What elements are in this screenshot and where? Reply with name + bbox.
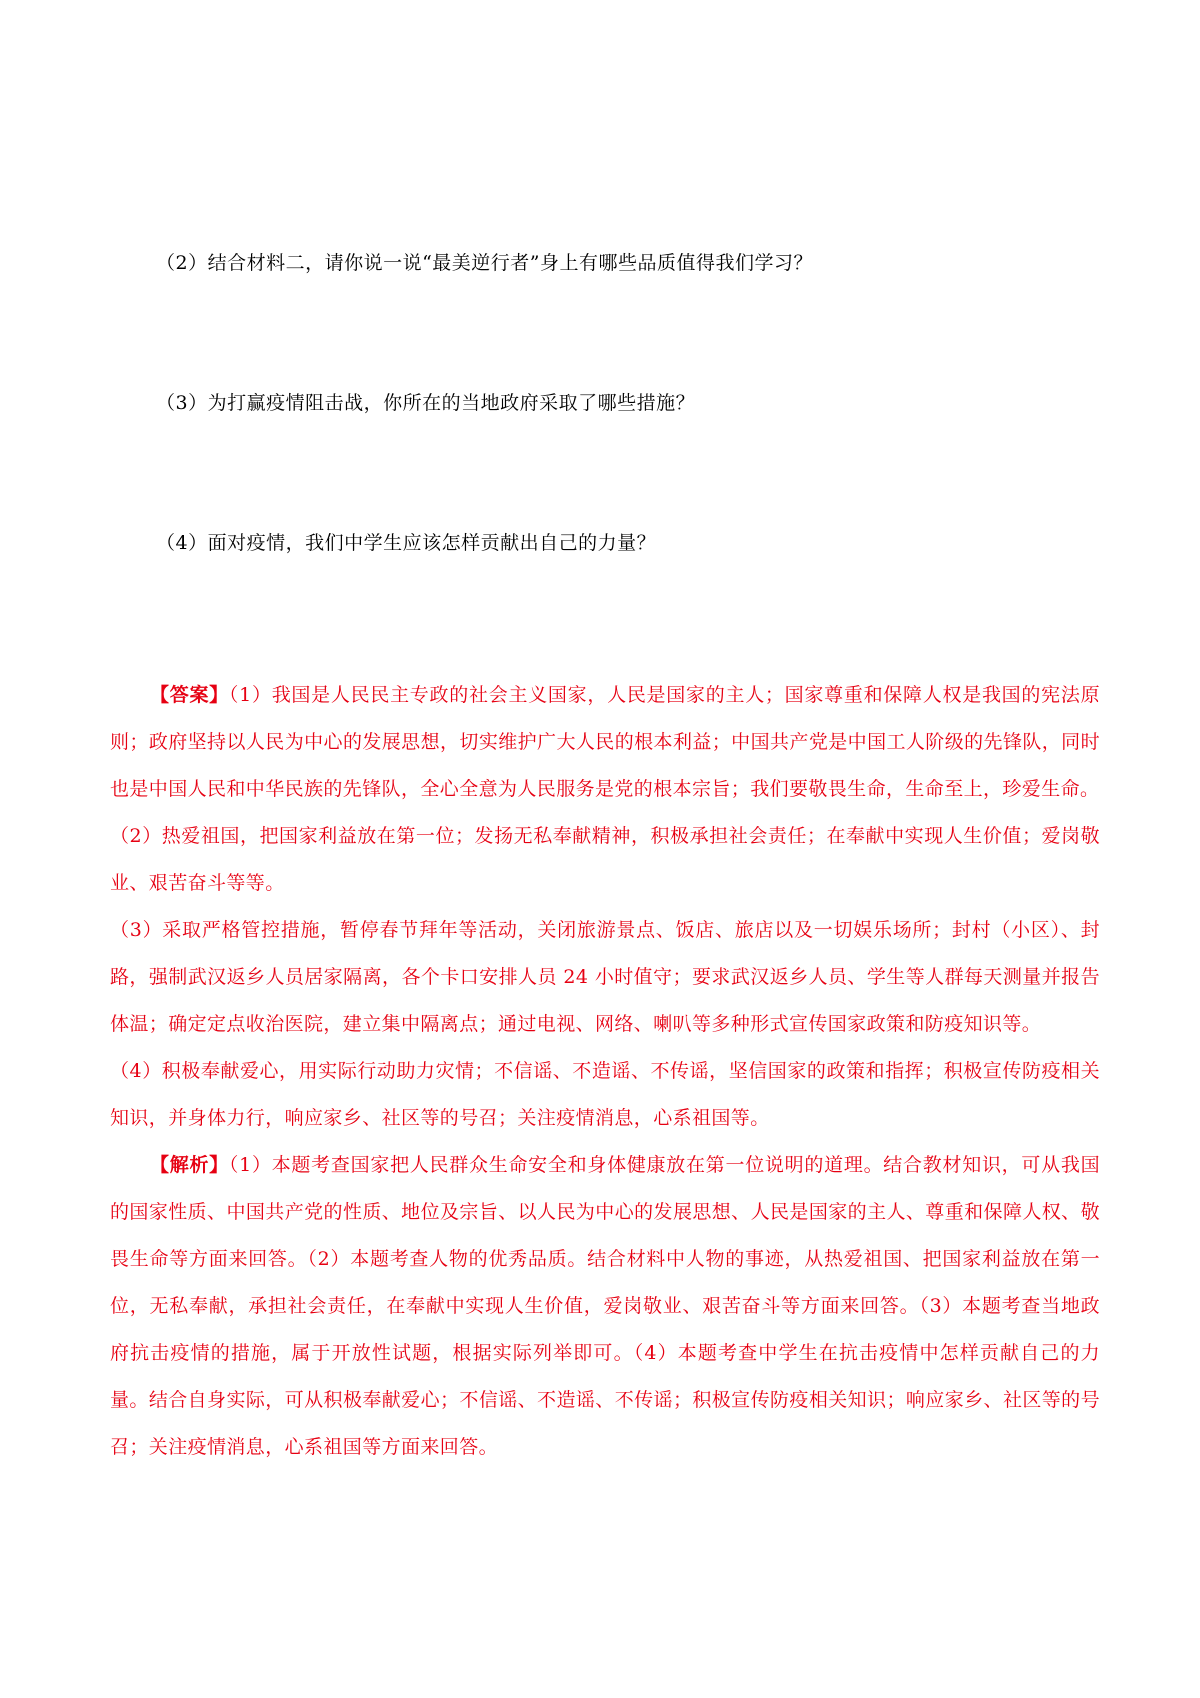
answer-part-4: （4）积极奉献爱心，用实际行动助力灾情；不信谣、不造谣、不传谣，坚信国家的政策和指挥；积极宣传防疫相关知识，并身体力行，响应家乡、社区等的号召；关注疫情消息，心系祖国等。 — [110, 1060, 1100, 1129]
question-4: （4）面对疫情，我们中学生应该怎样贡献出自己的力量？ — [156, 532, 657, 554]
analysis-tag: 【解析】 — [150, 1154, 229, 1176]
answer-section — [110, 672, 1100, 1471]
question-3: （3）为打赢疫情阻击战，你所在的当地政府采取了哪些措施？ — [156, 392, 696, 414]
answer-part-3: （3）采取严格管控措施，暂停春节拜年等活动，关闭旅游景点、饭店、旅店以及一切娱乐场所；封村（小区）、封路，强制武汉返乡人员居家隔离，各个卡口安排人员 24 小时值守；要求武汉返乡人员、学生等人群每天测量并报告体温；确定定点收治医院，建立集中隔离点；通过电视、网络、喇叭等多种形式宣传国家政策和防疫知识等。 — [110, 919, 1100, 1035]
question-2: （2）结合材料二，请你说一说“最美逆行者”身上有哪些品质值得我们学习？ — [156, 252, 814, 274]
answer-part-2: （2）热爱祖国，把国家利益放在第一位；发扬无私奉献精神，积极承担社会责任；在奉献中实现人生价值；爱岗敬业、艰苦奋斗等等。 — [110, 825, 1100, 894]
answer-part-1-text: （1）我国是人民民主专政的社会主义国家，人民是国家的主人；国家尊重和保障人权是我国的宪法原则；政府坚持以人民为中心的发展思想，切实维护广大人民的根本利益；中国共产党是中国工人阶级的先锋队，同时也是中国人民和中华民族的先锋队，全心全意为人民服务是党的根本宗旨；我们要敬畏生命，生命至上，珍爱生命。 — [110, 684, 1100, 800]
analysis-text: （1）本题考查国家把人民群众生命安全和身体健康放在第一位说明的道理。结合教材知识，可从我国的国家性质、中国共产党的性质、地位及宗旨、以人民为中心的发展思想、人民是国家的主人、尊重和保障人权、敬畏生命等方面来回答。（2）本题考查人物的优秀品质。结合材料中人物的事迹，从热爱祖国、把国家利益放在第一位，无私奉献，承担社会责任，在奉献中实现人生价值，爱岗敬业、艰苦奋斗等方面来回答。（3）本题考查当地政府抗击疫情的措施，属于开放性试题，根据实际列举即可。（4）本题考查中学生在抗击疫情中怎样贡献自己的力量。结合自身实际，可从积极奉献爱心；不信谣、不造谣、不传谣；积极宣传防疫相关知识；响应家乡、社区等的号召；关注疫情消息，心系祖国等方面来回答。 — [110, 1154, 1100, 1458]
answer-part-1 — [110, 672, 1100, 813]
analysis-paragraph — [110, 1142, 1100, 1471]
answer-tag: 【答案】 — [150, 684, 229, 706]
